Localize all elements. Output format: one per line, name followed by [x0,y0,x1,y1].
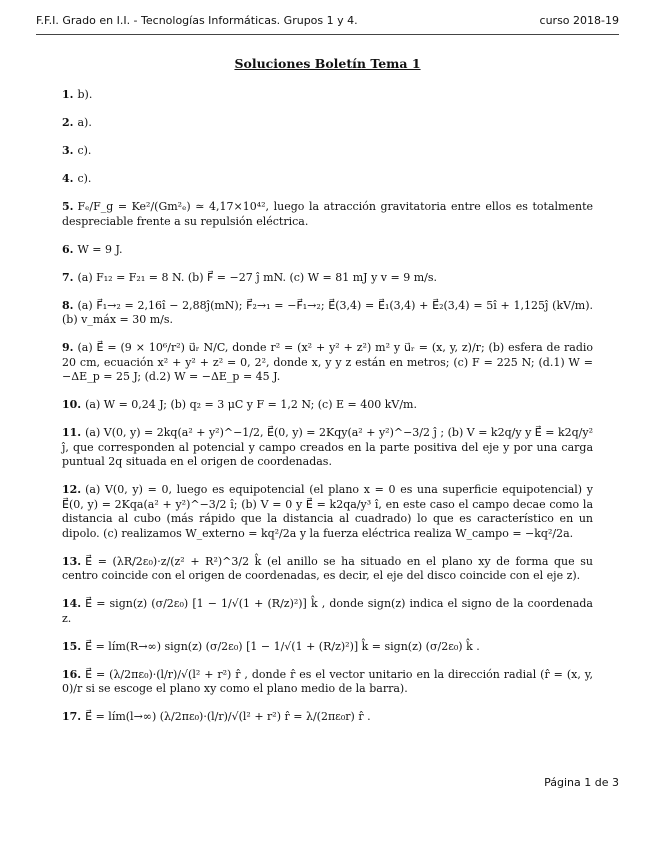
solution-item [62,243,593,258]
solution-item [62,116,593,131]
course-info: F.F.I. Grado en I.I. - Tecnologías Informáticas. Grupos 1 y 4. [36,14,358,27]
solution-item [62,555,593,584]
item-text: c). [77,144,92,157]
item-number: 5. [62,200,74,213]
item-text: (a) F₁₂ = F₂₁ = 8 N. (b) F⃗ = −27 ĵ mN. (c) W = 81 mJ y v = 9 m/s. [77,270,437,284]
item-number: 6. [62,242,74,256]
page-header [36,14,619,34]
solution-item [62,88,593,103]
solution-item [62,341,593,385]
solution-item [62,200,593,229]
solution-item [62,483,593,541]
solution-item [62,172,593,187]
academic-year: curso 2018-19 [539,14,619,27]
solution-item [62,398,593,413]
item-text: (a) V(0, y) = 2kq(a² + y²)^−1/2, E⃗(0, y) = 2Kqy(a² + y²)^−3/2 ĵ ; (b) V = k2q/y y E⃗ = k2q/y² ĵ, que corresponden al potencial y campo creados en la parte positiva del eje y por una carga puntual 2q situada en el origen de coordenadas. [62,426,593,468]
item-number: 16. [62,667,82,681]
item-text: (a) E⃗ = (9 × 10⁶/r²) u⃗ᵣ N/C, donde r² = (x² + y² + z²) m² y u⃗ᵣ = (x, y, z)/r; (b) esfera de radio 20 cm, ecuación x² + y² + z² = 0, 2², donde x, y y z están en metros; (c) F = 225 N; (d.1) W = −ΔE_p = 25 J; (d.2) W = −ΔE_p = 45 J. [62,341,593,383]
solution-item [62,426,593,470]
page-title: Soluciones Boletín Tema 1 [234,56,421,71]
item-number: 3. [62,144,74,157]
item-number: 8. [62,298,74,312]
item-text: E⃗ = (λR/2ε₀)·z/(z² + R²)^3/2 k̂ (el anillo se ha situado en el plano xy de forma que su centro coincide con el origen de coordenadas, es decir, el eje del disco coincide con el eje z). [62,554,593,582]
item-text: E⃗ = lím(l→∞) (λ/2πε₀)·(l/r)/√(l² + r²) r̂ = λ/(2πε₀r) r̂ . [85,710,371,723]
item-number: 14. [62,597,82,610]
item-text: W = 9 J. [77,242,123,256]
header-divider [36,34,619,35]
item-number: 4. [62,172,74,185]
item-text: b). [77,88,93,101]
solution-item [62,271,593,286]
item-number: 13. [62,554,82,568]
item-number: 1. [62,88,74,101]
item-text: c). [77,172,92,185]
item-text: E⃗ = lím(R→∞) sign(z) (σ/2ε₀) [1 − 1/√(1 + (R/z)²)] k̂ = sign(z) (σ/2ε₀) k̂ . [85,639,480,653]
item-text: Fₑ/F_g = Ke²/(Gm²ₑ) ≃ 4,17×10⁴², luego la atracción gravitatoria entre ellos es totalmente despreciable frente a su repulsión eléctrica. [62,200,593,228]
item-number: 2. [62,116,74,129]
page-number: Página 1 de 3 [544,776,619,789]
solution-item [62,710,593,725]
item-number: 12. [62,483,82,496]
solution-item [62,597,593,626]
item-text: E⃗ = (λ/2πε₀)·(l/r)/√(l² + r²) r̂ , donde r̂ es el vector unitario en la dirección radial (r̂ = (x, y, 0)/r si se escoge el plano xy como el plano medio de la barra). [62,667,593,695]
solution-item [62,668,593,697]
solutions-list [62,88,593,738]
item-number: 17. [62,710,82,723]
item-number: 10. [62,398,82,411]
item-number: 15. [62,639,82,653]
item-text: (a) V(0, y) = 0, luego es equipotencial (el plano x = 0 es una superficie equipotencial) y E⃗(0, y) = 2Kqa(a² + y²)^−3/2 î; (b) V = 0 y E⃗ = k2qa/y³ î, en este caso el campo decae como la distancia al cubo (más rápido que la distancia al cuadrado) lo que es característico en un dipolo. (c) realizamos W_externo = kq²/2a y la fuerza eléctrica realiza W_campo = −kq²/2a. [62,483,593,540]
solution-item [62,144,593,159]
solution-item [62,640,593,655]
item-text: E⃗ = sign(z) (σ/2ε₀) [1 − 1/√(1 + (R/z)²)] k̂ , donde sign(z) indica el signo de la coordenada z. [62,597,593,625]
solution-item [62,299,593,328]
item-number: 7. [62,270,74,284]
item-text: (a) F⃗₁→₂ = 2,16î − 2,88ĵ(mN); F⃗₂→₁ = −F⃗₁→₂; E⃗(3,4) = E⃗₁(3,4) + E⃗₂(3,4) = 5î + 1,125ĵ (kV/m). (b) v_máx = 30 m/s. [62,298,593,326]
item-number: 11. [62,426,82,439]
item-text: (a) W = 0,24 J; (b) q₂ = 3 μC y F = 1,2 N; (c) E = 400 kV/m. [85,398,417,411]
item-text: a). [77,116,92,129]
item-number: 9. [62,341,74,354]
